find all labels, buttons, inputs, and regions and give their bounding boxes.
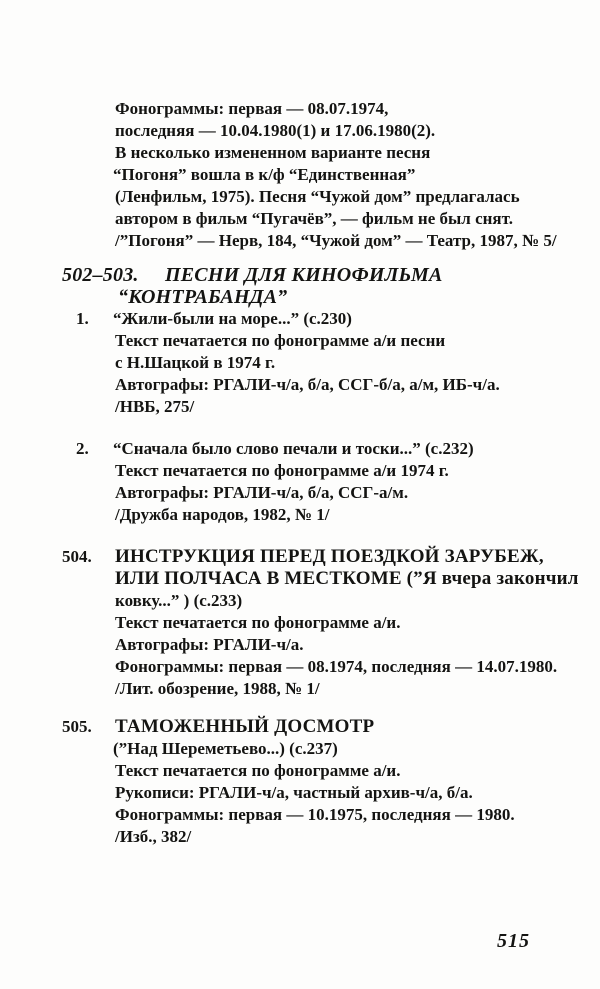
entry-line: /Изб., 382/	[115, 827, 192, 846]
note-line: автором в фильм “Пугачёв”, — фильм не был снят.	[115, 209, 513, 228]
entry-line: ковку...” ) (с.233)	[115, 591, 243, 610]
entry-line: Текст печатается по фонограмме а/и.	[115, 613, 401, 632]
entry-title-line: ИЛИ ПОЛЧАСА В МЕСТКОМЕ (”Я вчера закончил	[115, 568, 579, 589]
note-line: “Погоня” вошла в к/ф “Единственная”	[113, 165, 416, 184]
section-number: 502–503.	[62, 264, 139, 286]
entry-line: Фонограммы: первая — 08.1974, последняя — 14.07.1980.	[115, 657, 558, 676]
entry-line: Текст печатается по фонограмме а/и.	[115, 761, 401, 780]
section-title-line: “КОНТРАБАНДА”	[118, 286, 288, 308]
item-line: /Дружба народов, 1982, № 1/	[115, 505, 330, 524]
section-heading-row	[62, 264, 443, 286]
continuation-note-block	[115, 98, 557, 252]
entry-line: Автографы: РГАЛИ-ч/а.	[115, 635, 304, 654]
entry-title-line: ИНСТРУКЦИЯ ПЕРЕД ПОЕЗДКОЙ ЗАРУБЕЖ,	[115, 546, 544, 567]
note-line: В несколько измененном варианте песня	[115, 143, 431, 162]
note-line: (Ленфильм, 1975). Песня “Чужой дом” предлагалась	[115, 187, 520, 206]
catalog-item-2	[76, 438, 474, 526]
item-line: Текст печатается по фонограмме а/и 1974 г.	[115, 461, 449, 480]
section-502-503-heading	[0, 264, 443, 308]
entry-line: Рукописи: РГАЛИ-ч/а, частный архив-ч/а, б/а.	[115, 783, 473, 802]
note-line: Фонограммы: первая — 08.07.1974,	[115, 99, 389, 118]
page-number: 515	[497, 930, 530, 952]
note-line: последняя — 10.04.1980(1) и 17.06.1980(2).	[115, 121, 436, 140]
item-line: Автографы: РГАЛИ-ч/а, б/а, ССГ-а/м.	[115, 483, 409, 502]
catalog-entry-504	[62, 546, 579, 700]
entry-line: Фонограммы: первая — 10.1975, последняя — 1980.	[115, 805, 515, 824]
item-line: Автографы: РГАЛИ-ч/а, б/а, ССГ-б/а, а/м, ИБ-ч/а.	[115, 375, 500, 394]
section-title-line: ПЕСНИ ДЛЯ КИНОФИЛЬМА	[165, 264, 443, 286]
entry-title-line: ТАМОЖЕННЫЙ ДОСМОТР	[115, 716, 375, 737]
item-line: Текст печатается по фонограмме а/и песни	[115, 331, 446, 350]
item-line: “Жили-были на море...” (с.230)	[113, 309, 352, 328]
item-line: /НВБ, 275/	[115, 397, 195, 416]
item-line: “Сначала было слово печали и тоски...” (с.232)	[113, 439, 474, 458]
item-number: 1.	[76, 309, 89, 328]
entry-line: /Лит. обозрение, 1988, № 1/	[115, 679, 320, 698]
entry-line: (”Над Шереметьево...) (с.237)	[113, 739, 338, 758]
catalog-item-1	[76, 308, 500, 418]
note-line: /”Погоня” — Нерв, 184, “Чужой дом” — Театр, 1987, № 5/	[115, 231, 557, 250]
item-line: с Н.Шацкой в 1974 г.	[115, 353, 276, 372]
entry-number: 504.	[62, 547, 92, 566]
catalog-entry-505	[62, 716, 515, 848]
item-number: 2.	[76, 439, 89, 458]
entry-number: 505.	[62, 717, 92, 736]
